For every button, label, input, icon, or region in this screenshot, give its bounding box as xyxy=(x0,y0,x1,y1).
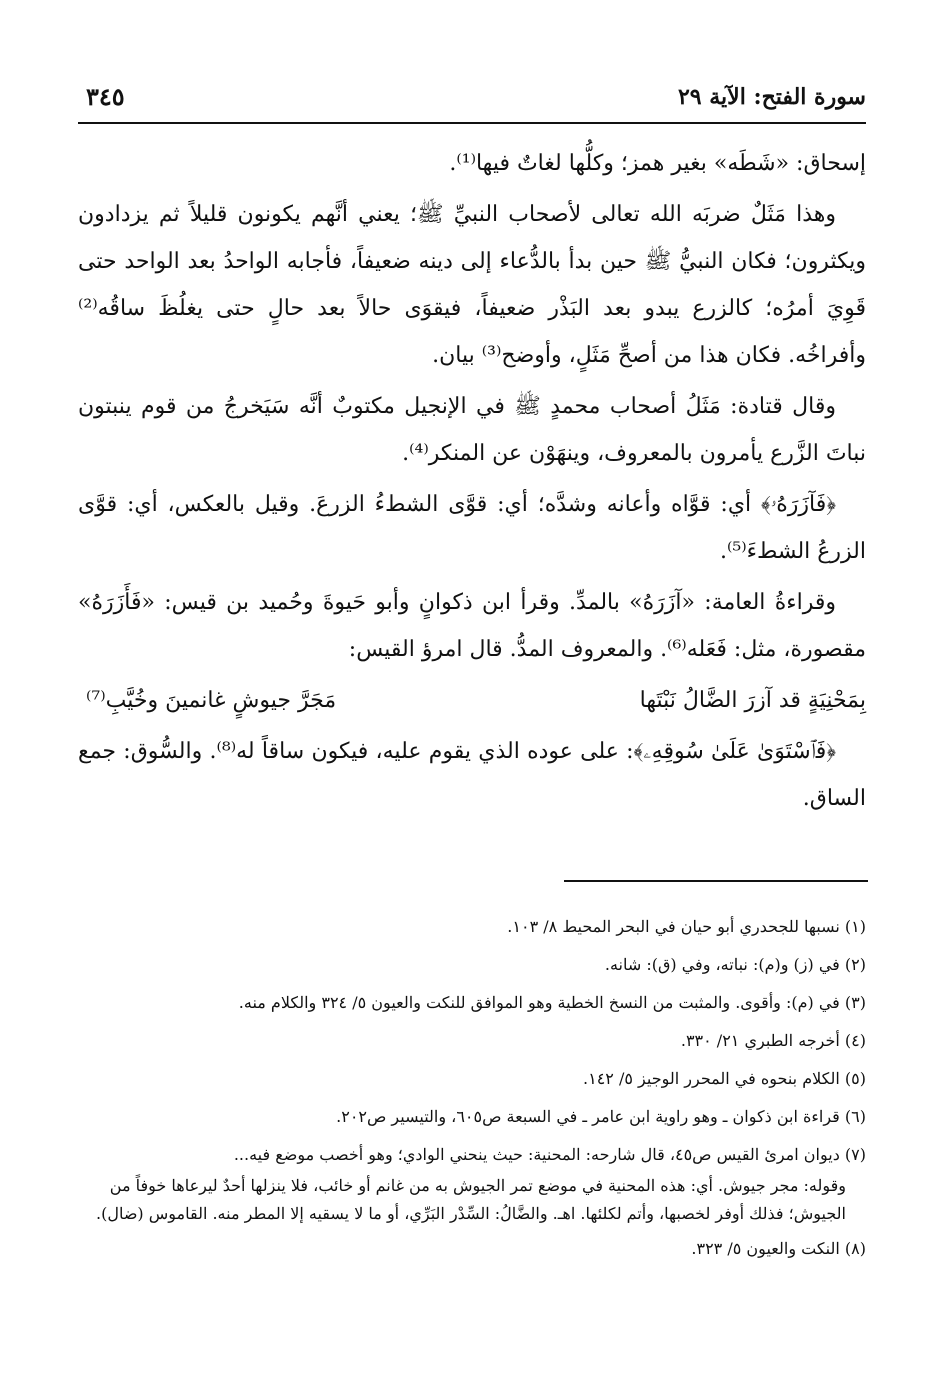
footnote-6: (٦) قراءة ابن ذكوان ـ وهو راوية ابن عامر ـ في السبعة ص٦٠٥، والتيسير ص٢٠٢. xyxy=(336,1107,866,1126)
paragraph-2: وهذا مَثَلٌ ضربَه الله تعالى لأصحاب النبيِّ ﷺ؛ يعني أنَّهم يكونون قليلاً ثم يزدادون ويكثرون؛ فكان النبيُّ ﷺ حين بدأ بالدُّعاء إلى دينه ضعيفاً، فأجابه الواحدُ بعد الواحد حتى قَوِيَ أمرُه؛ كالزرع يبدو بعد البَذْر ضعيفاً، فيقوَى حالاً بعد حالٍ حتى يغلُظَ ساقُه⁽²⁾ وأفراخُه. فكان هذا من أصحِّ مَثَلٍ، وأوضح⁽³⁾ بيان. xyxy=(78,202,866,368)
paragraph-4: ﴿فَآزَرَهُۥ﴾ أي: قوَّاه وأعانه وشدَّه؛ أي: قوَّى الشطءُ الزرعَ. وقيل بالعكس، أي: قوَّى الزرعُ الشطءَ⁽⁵⁾. xyxy=(78,492,866,564)
footnote-1: (١) نسبها للجحدري أبو حيان في البحر المحيط ٨/ ١٠٣. xyxy=(507,917,866,936)
main-text xyxy=(78,140,866,826)
footnote-7-continuation: وقوله: مجر جيوش. أي: هذه المحنية في موضع تمر الجيوش به من غانم أو خائب، فلا ينزلها أحدٌ ليرعاها خوفاً من الجيوش؛ فذلك أوفر لخصبها، وأتم لكلئها. اهـ. والضَّالُ: السِّدْر البَرِّي، أو ما لا يسقيه إلا المطر منه. القاموس (ضال). xyxy=(95,1176,846,1223)
paragraph-1: إسحاق: «شَطَه» بغير همز؛ وكلُّها لغاتٌ فيها⁽¹⁾. xyxy=(449,151,866,176)
footnote-8: (٨) النكت والعيون ٥/ ٣٢٣. xyxy=(691,1239,866,1258)
footnotes xyxy=(78,910,866,1270)
verse-second-hemistich: مَجَرَّ جيوشٍ غانمينَ وخُيَّبِ⁽⁷⁾ xyxy=(86,688,337,713)
page-number: ٣٤٥ xyxy=(86,82,125,111)
page-header xyxy=(78,78,866,124)
footnote-4: (٤) أخرجه الطبري ٢١/ ٣٣٠. xyxy=(680,1031,866,1050)
footnote-5: (٥) الكلام بنحوه في المحرر الوجيز ٥/ ١٤٢. xyxy=(583,1069,866,1088)
paragraph-3: وقال قتادة: مَثَلُ أصحاب محمدٍ ﷺ في الإنجيل مكتوبٌ أنَّه سَيَخرجُ من قوم ينبتون نباتَ الزَّرع يأمرون بالمعروف، وينهَوْن عن المنكر⁽⁴⁾. xyxy=(78,394,866,466)
footnote-3: (٣) في (م): وأقوى. والمثبت من النسخ الخطية وهو الموافق للنكت والعيون ٥/ ٣٢٤ والكلام منه. xyxy=(238,993,866,1012)
running-title: سورة الفتح: الآية ٢٩ xyxy=(677,84,866,110)
footnote-2: (٢) في (ز) و(م): نباته، وفي (ق): شانه. xyxy=(604,955,866,974)
footnote-separator xyxy=(564,880,868,882)
footnote-7: (٧) ديوان امرئ القيس ص٤٥، قال شارحه: المحنية: حيث ينحني الوادي؛ وهو أخصب موضع فيه... xyxy=(233,1145,866,1164)
verse-first-hemistich: بِمَحْنِيَةٍ قد آزرَ الضَّالُ نَبْتَها xyxy=(639,688,866,713)
paragraph-5: وقراءةُ العامة: «آزَرَهُ» بالمدِّ. وقرأ ابن ذكوانٍ وأبو حَيوةَ وحُميد بن قيس: «فَأَزَرَهُ» مقصورة، مثل: فَعَله⁽⁶⁾. والمعروف المدُّ. قال امرؤ القيس: xyxy=(78,590,866,662)
poetry-verse xyxy=(78,677,866,724)
paragraph-6: ﴿فَٱسْتَوَىٰ عَلَىٰ سُوقِهِۦ﴾: على عوده الذي يقوم عليه، فيكون ساقاً له⁽⁸⁾. والسُّوق: جمع الساق. xyxy=(78,739,866,811)
